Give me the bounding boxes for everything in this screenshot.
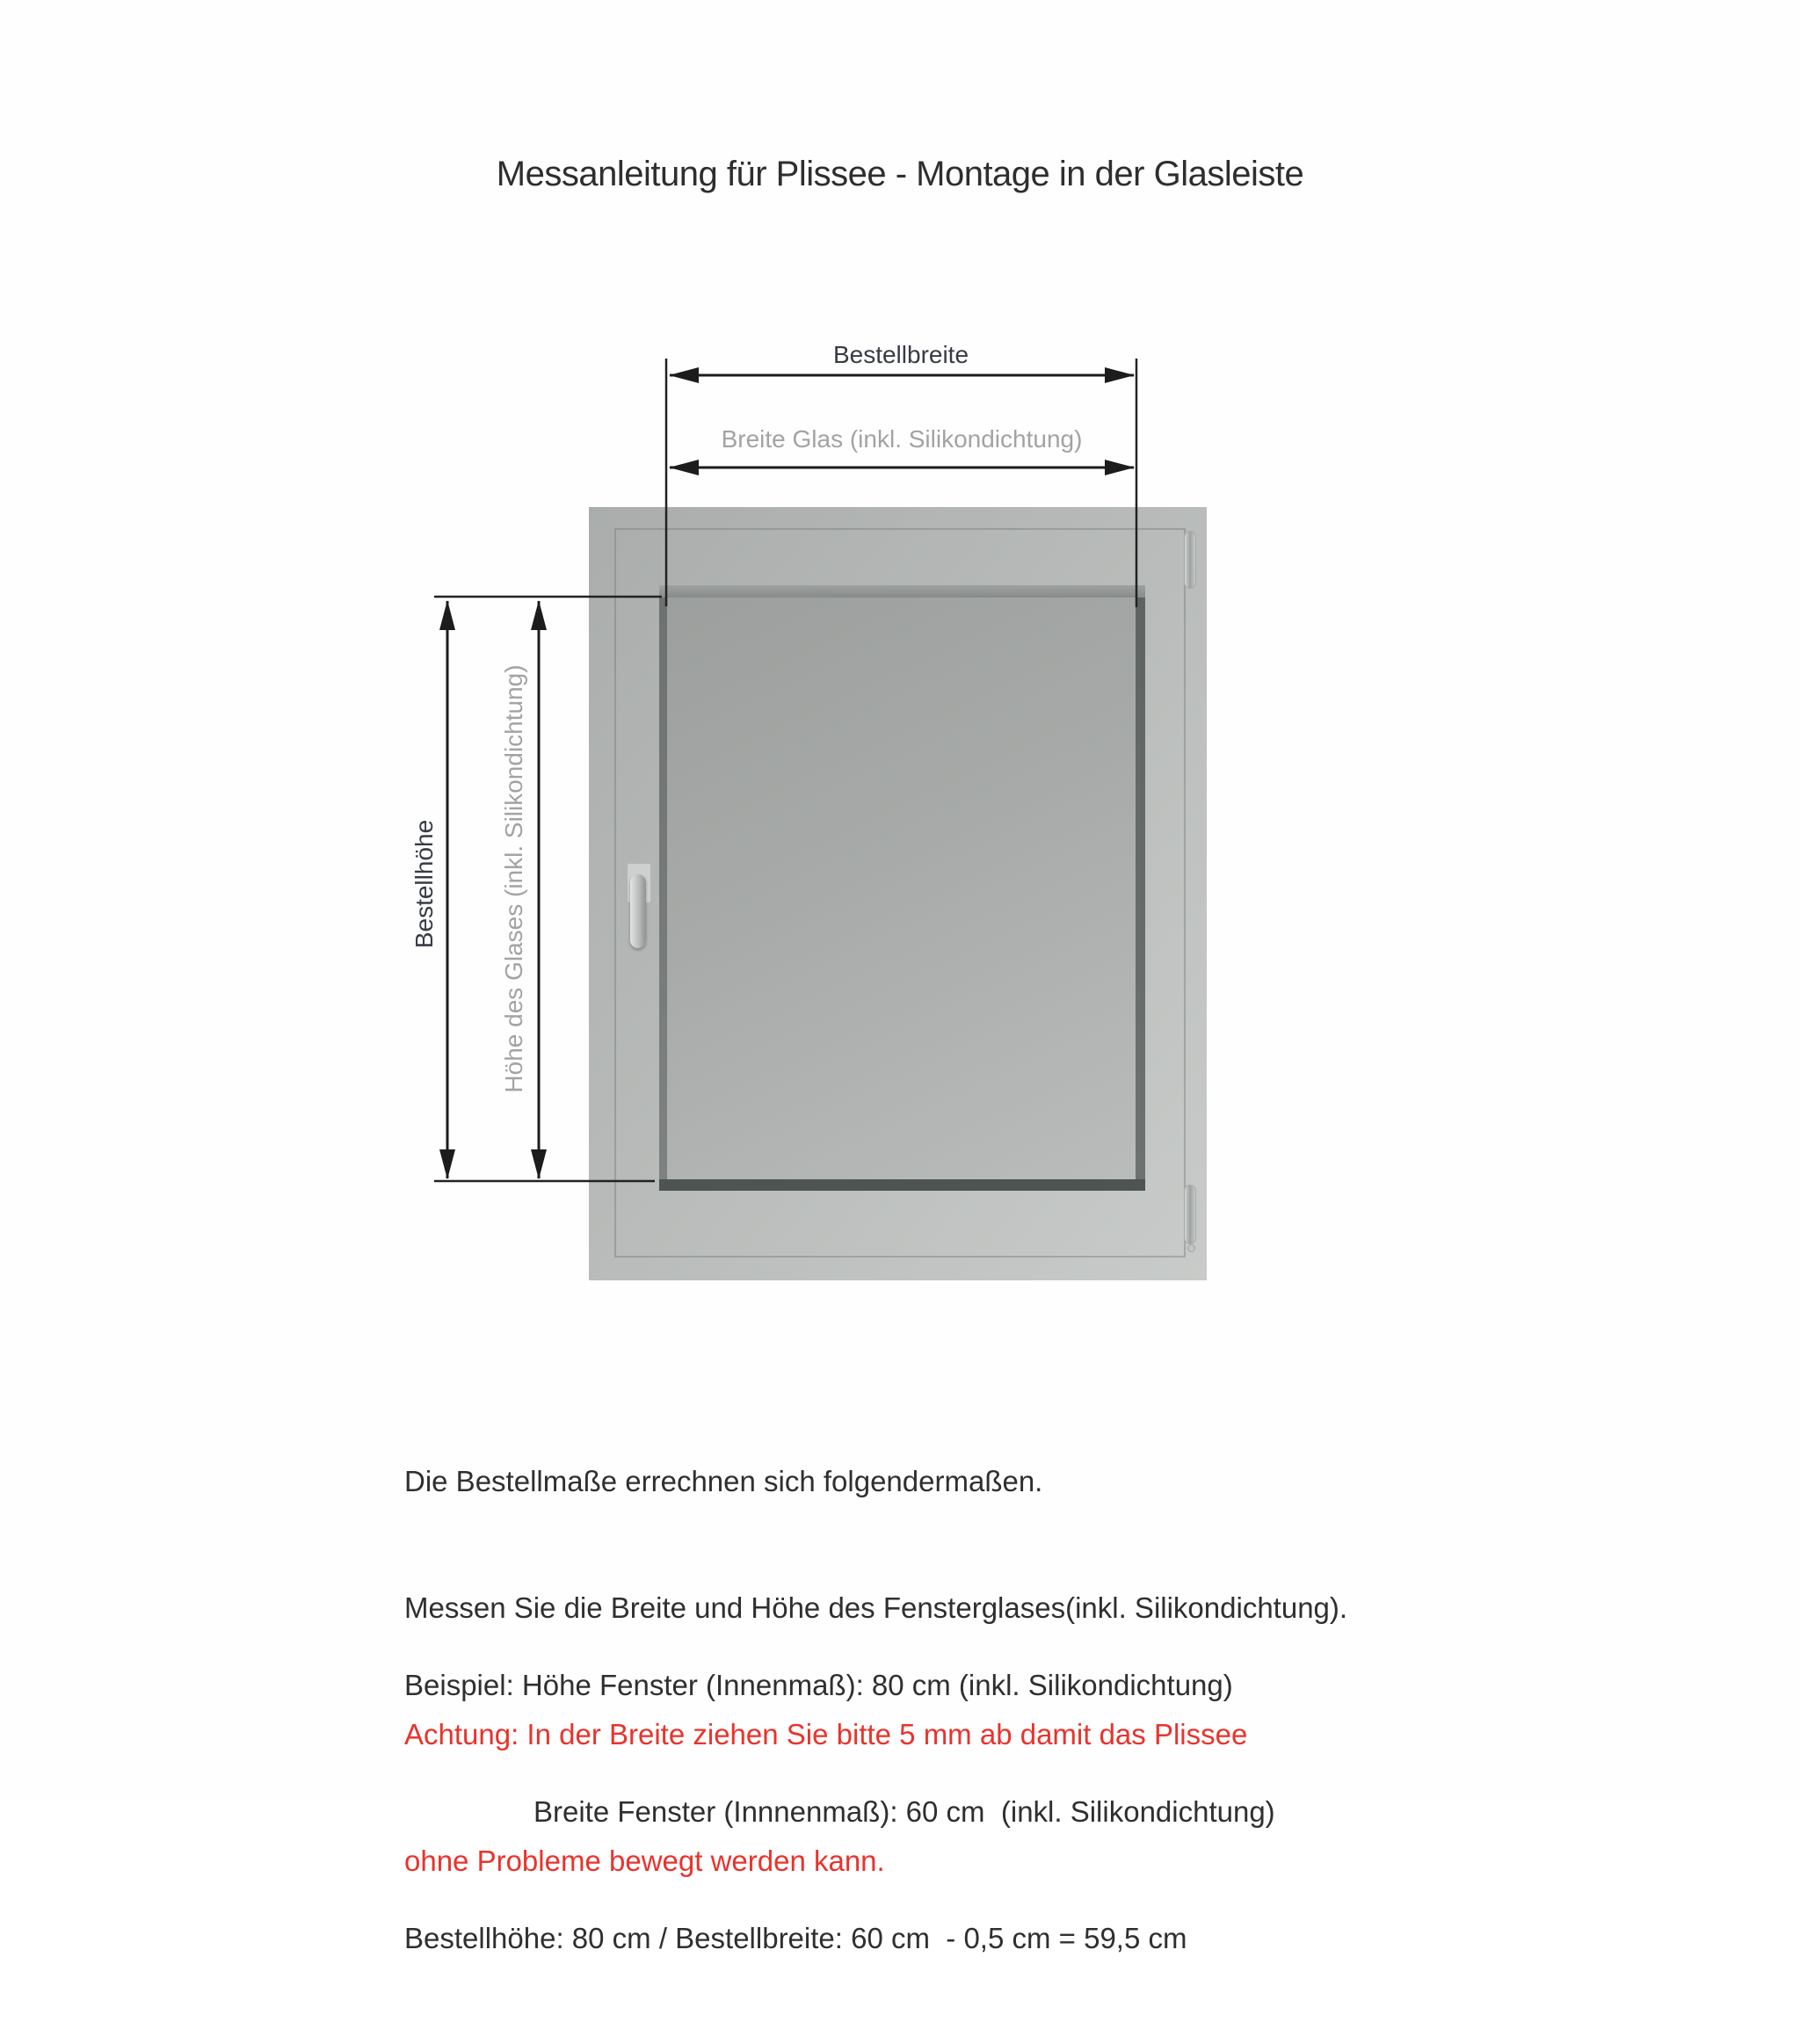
example-text [404, 1580, 1275, 2044]
window-glass [667, 598, 1136, 1179]
instruction-line: Die Bestellmaße errechnen sich folgendermaßen. [404, 1465, 1043, 1497]
window-handle-icon [630, 874, 646, 948]
example-line-result: Bestellhöhe: 80 cm / Bestellbreite: 60 cm - 0,5 cm = 59,5 cm [404, 1922, 1187, 1954]
glass-top-edge [659, 585, 1145, 598]
instruction-line: Messen Sie die Breite und Höhe des Fensterglases(inkl. Silikondichtung). [404, 1591, 1348, 1624]
label-hoehe-glas: Höhe des Glases (inkl. Silikondichtung) [500, 664, 527, 1093]
label-bestellbreite: Bestellbreite [832, 341, 969, 368]
example-line-height: Beispiel: Höhe Fenster (Innenmaß): 80 cm (inkl. Silikondichtung) [404, 1669, 1233, 1701]
example-line-width: Breite Fenster (Innnenmaß): 60 cm (inkl. Silikondichtung) [533, 1795, 1275, 1828]
glass-left-edge [659, 598, 667, 1179]
page-title: Messanleitung für Plissee - Montage in der Glasleiste [496, 155, 1304, 193]
window-sash [659, 585, 1145, 1191]
hinge-bottom-icon [1184, 1185, 1196, 1244]
hinge-top-icon [1184, 531, 1196, 589]
instruction-warning-line: ohne Probleme bewegt werden kann. [404, 1845, 885, 1877]
glass-right-edge [1136, 598, 1145, 1179]
glass-bottom-sill [659, 1179, 1145, 1191]
label-breite-glas: Breite Glas (inkl. Silikondichtung) [721, 425, 1083, 453]
instruction-warning-line: Achtung: In der Breite ziehen Sie bitte 5 mm ab damit das Plissee [404, 1718, 1248, 1750]
label-bestellhoehe: Bestellhöhe [410, 819, 438, 949]
